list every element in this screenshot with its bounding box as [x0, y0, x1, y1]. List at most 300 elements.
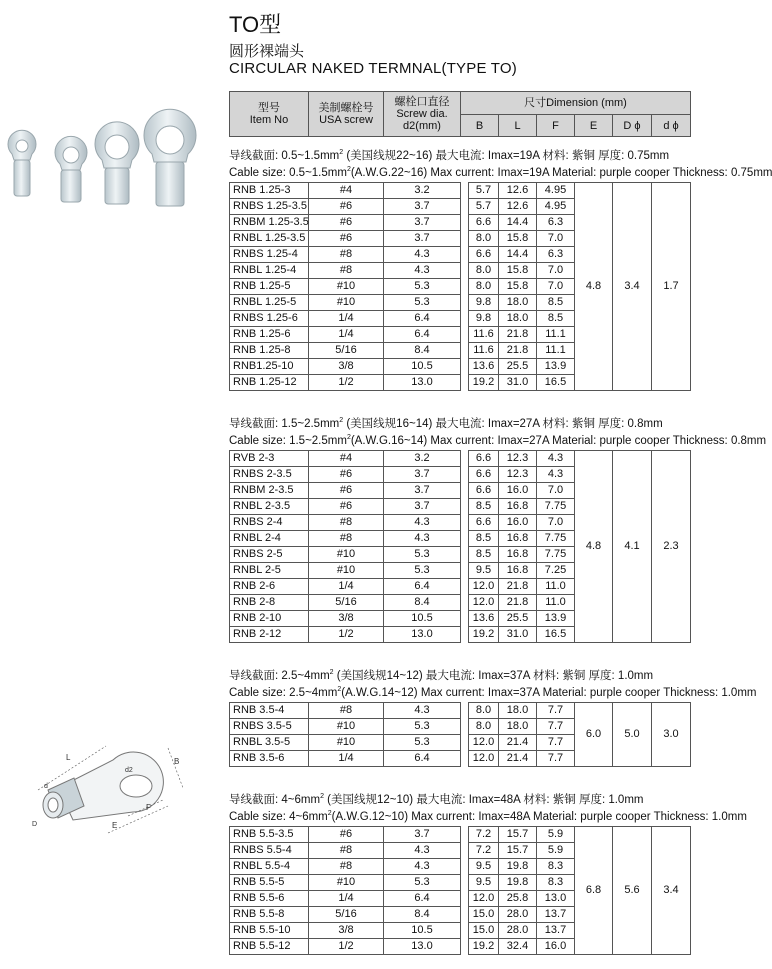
- cell-l: 16.8: [499, 498, 537, 514]
- header-screw-dia: 螺栓口直径 Screw dia. d2(mm): [384, 92, 461, 137]
- cell-gap: [461, 498, 469, 514]
- cell-gap: [461, 246, 469, 262]
- cell-gap: [461, 578, 469, 594]
- cell-f: 8.3: [537, 858, 575, 874]
- table-row: [230, 702, 691, 718]
- cell-screw-dia: 5.3: [384, 718, 461, 734]
- cell-screw-dia: 3.7: [384, 482, 461, 498]
- cell-gap: [461, 358, 469, 374]
- spec-group: [229, 666, 757, 767]
- cell-screw-dia: 3.7: [384, 214, 461, 230]
- cell-l: 18.0: [499, 718, 537, 734]
- cell-l: 15.8: [499, 262, 537, 278]
- cell-usa-screw: 3/8: [309, 922, 384, 938]
- header-l: L: [499, 115, 537, 137]
- cell-b: 8.5: [469, 498, 499, 514]
- cell-e: 4.8: [575, 450, 613, 642]
- cell-screw-dia: 5.3: [384, 874, 461, 890]
- dim-label-d: d: [44, 783, 48, 790]
- cell-screw-dia: 3.7: [384, 466, 461, 482]
- cell-gap: [461, 326, 469, 342]
- cell-b: 11.6: [469, 326, 499, 342]
- cell-b: 8.5: [469, 530, 499, 546]
- cell-f: 5.9: [537, 826, 575, 842]
- cell-gap: [461, 874, 469, 890]
- cell-b: 12.0: [469, 750, 499, 766]
- cell-screw-dia: 8.4: [384, 342, 461, 358]
- cell-usa-screw: #6: [309, 466, 384, 482]
- cell-b: 7.2: [469, 826, 499, 842]
- cell-f: 13.7: [537, 922, 575, 938]
- cell-usa-screw: 1/4: [309, 310, 384, 326]
- cell-b: 8.0: [469, 262, 499, 278]
- cell-item-no: RNB 3.5-4: [230, 702, 309, 718]
- cell-item-no: RNBS 2-4: [230, 514, 309, 530]
- ring-terminal-small: [8, 130, 36, 196]
- cable-info-english: Cable size: $2.5\sim 4mm^2(A.W.G.14\sim 12)$ Max current: Imax=37A Material: purple cooper Thickness: 1.0mm: [229, 685, 757, 699]
- cell-usa-screw: #4: [309, 182, 384, 198]
- ring-terminal-large: [95, 122, 139, 204]
- cell-screw-dia: 3.7: [384, 826, 461, 842]
- header-item-no: 型号 Item No: [230, 92, 309, 137]
- cell-f: 7.7: [537, 718, 575, 734]
- cell-gap: [461, 482, 469, 498]
- cell-small-d-phi: 3.4: [652, 826, 691, 954]
- cell-screw-dia: 3.2: [384, 450, 461, 466]
- cell-b: 12.0: [469, 594, 499, 610]
- spec-table: [229, 450, 691, 643]
- cell-f: 8.3: [537, 874, 575, 890]
- cell-l: 28.0: [499, 906, 537, 922]
- cell-small-d-phi: 1.7: [652, 182, 691, 390]
- cell-item-no: RNB 5.5-5: [230, 874, 309, 890]
- cell-f: 7.0: [537, 230, 575, 246]
- terminals-photo: [0, 110, 200, 220]
- cell-b: 6.6: [469, 450, 499, 466]
- cell-screw-dia: 4.3: [384, 262, 461, 278]
- cable-info-chinese: 导线截面: $4\sim 6mm^2$ (美国线规12~10) 最大电流: Imax=48A 材料: 紫铜 厚度: 1.0mm: [229, 793, 644, 806]
- cell-f: 7.7: [537, 702, 575, 718]
- cell-usa-screw: 5/16: [309, 342, 384, 358]
- cell-l: 21.8: [499, 326, 537, 342]
- cell-usa-screw: #10: [309, 562, 384, 578]
- cell-gap: [461, 626, 469, 642]
- cell-screw-dia: 4.3: [384, 858, 461, 874]
- spec-table: [229, 182, 691, 391]
- cell-l: 19.8: [499, 858, 537, 874]
- cell-b: 9.5: [469, 874, 499, 890]
- cell-usa-screw: 1/2: [309, 626, 384, 642]
- cell-d-phi: 3.4: [613, 182, 652, 390]
- cell-screw-dia: 13.0: [384, 938, 461, 954]
- cable-info-chinese: 导线截面: $2.5\sim 4mm^2$ (美国线规14~12) 最大电流: Imax=37A 材料: 紫铜 厚度: 1.0mm: [229, 669, 654, 682]
- cell-item-no: RNBL 1.25-3.5: [230, 230, 309, 246]
- cell-f: 11.0: [537, 594, 575, 610]
- cell-screw-dia: 5.3: [384, 546, 461, 562]
- ring-terminal-medium: [55, 136, 87, 202]
- cell-screw-dia: 5.3: [384, 562, 461, 578]
- cell-f: 16.0: [537, 938, 575, 954]
- cell-d-phi: 5.6: [613, 826, 652, 954]
- cell-item-no: RNB 2-6: [230, 578, 309, 594]
- ring-terminal-xlarge: [144, 109, 196, 206]
- cell-item-no: RNBS 2-5: [230, 546, 309, 562]
- cell-item-no: RNBL 1.25-4: [230, 262, 309, 278]
- cell-screw-dia: 6.4: [384, 326, 461, 342]
- cell-item-no: RNBM 1.25-3.5: [230, 214, 309, 230]
- cell-l: 25.5: [499, 610, 537, 626]
- cell-b: 9.8: [469, 294, 499, 310]
- cell-item-no: RNBS 3.5-5: [230, 718, 309, 734]
- cell-usa-screw: 3/8: [309, 358, 384, 374]
- cell-item-no: RNB 2-8: [230, 594, 309, 610]
- cell-usa-screw: #8: [309, 514, 384, 530]
- cell-b: 11.6: [469, 342, 499, 358]
- header-f: F: [537, 115, 575, 137]
- cell-b: 8.0: [469, 230, 499, 246]
- cell-usa-screw: 1/4: [309, 326, 384, 342]
- cell-item-no: RNB 5.5-10: [230, 922, 309, 938]
- cell-screw-dia: 6.4: [384, 750, 461, 766]
- cell-gap: [461, 530, 469, 546]
- cell-item-no: RNBL 5.5-4: [230, 858, 309, 874]
- cell-usa-screw: #6: [309, 498, 384, 514]
- cell-item-no: RNB 1.25-6: [230, 326, 309, 342]
- cell-gap: [461, 546, 469, 562]
- cell-screw-dia: 4.3: [384, 702, 461, 718]
- cell-usa-screw: #8: [309, 842, 384, 858]
- cell-l: 15.7: [499, 842, 537, 858]
- cell-gap: [461, 182, 469, 198]
- cell-item-no: RNBS 1.25-3.5: [230, 198, 309, 214]
- cell-b: 9.8: [469, 310, 499, 326]
- cell-screw-dia: 3.2: [384, 182, 461, 198]
- page-title: TO型: [229, 12, 282, 37]
- dim-label-d2: d2: [125, 767, 133, 774]
- cell-gap: [461, 938, 469, 954]
- cell-b: 12.0: [469, 890, 499, 906]
- dim-label-l: L: [66, 753, 71, 762]
- cell-f: 13.7: [537, 906, 575, 922]
- cell-screw-dia: 6.4: [384, 890, 461, 906]
- cell-gap: [461, 214, 469, 230]
- cell-gap: [461, 750, 469, 766]
- cell-l: 16.8: [499, 546, 537, 562]
- cell-b: 19.2: [469, 374, 499, 390]
- cell-b: 8.5: [469, 546, 499, 562]
- dim-label-e: E: [112, 821, 118, 830]
- cell-gap: [461, 702, 469, 718]
- cell-item-no: RNB 5.5-12: [230, 938, 309, 954]
- cell-b: 15.0: [469, 906, 499, 922]
- cell-usa-screw: #10: [309, 294, 384, 310]
- cell-l: 21.8: [499, 594, 537, 610]
- cell-usa-screw: 1/2: [309, 938, 384, 954]
- cell-item-no: RNBM 2-3.5: [230, 482, 309, 498]
- cell-f: 6.3: [537, 246, 575, 262]
- cell-f: 4.3: [537, 466, 575, 482]
- cell-l: 25.5: [499, 358, 537, 374]
- cell-usa-screw: 1/2: [309, 374, 384, 390]
- cable-info-chinese: 导线截面: $1.5\sim 2.5mm^2$ (美国线规16~14) 最大电流: Imax=27A 材料: 紫铜 厚度: 0.8mm: [229, 417, 663, 430]
- cell-usa-screw: #10: [309, 278, 384, 294]
- cell-gap: [461, 466, 469, 482]
- cell-l: 21.8: [499, 578, 537, 594]
- cell-l: 21.8: [499, 342, 537, 358]
- header-b: B: [461, 115, 499, 137]
- header-dimension: 尺寸Dimension (mm): [461, 92, 691, 115]
- cell-f: 5.9: [537, 842, 575, 858]
- cell-gap: [461, 906, 469, 922]
- cell-item-no: RNB 5.5-8: [230, 906, 309, 922]
- cell-item-no: RNB 1.25-5: [230, 278, 309, 294]
- cell-e: 4.8: [575, 182, 613, 390]
- cell-gap: [461, 294, 469, 310]
- cell-item-no: RNB 2-10: [230, 610, 309, 626]
- cell-l: 12.6: [499, 182, 537, 198]
- cell-f: 7.75: [537, 546, 575, 562]
- cell-item-no: RNB 3.5-6: [230, 750, 309, 766]
- cell-f: 7.7: [537, 750, 575, 766]
- cell-f: 4.95: [537, 182, 575, 198]
- cell-gap: [461, 826, 469, 842]
- spec-group: [229, 790, 747, 955]
- cell-screw-dia: 10.5: [384, 610, 461, 626]
- cell-b: 6.6: [469, 246, 499, 262]
- cell-b: 9.5: [469, 858, 499, 874]
- table-row: [230, 826, 691, 842]
- cell-l: 14.4: [499, 246, 537, 262]
- subtitle-english: CIRCULAR NAKED TERMNAL(TYPE TO): [229, 60, 517, 77]
- cell-l: 12.3: [499, 466, 537, 482]
- cell-f: 7.75: [537, 530, 575, 546]
- spec-table: [229, 702, 691, 767]
- cell-item-no: RNB 5.5-6: [230, 890, 309, 906]
- cell-l: 19.8: [499, 874, 537, 890]
- cell-b: 6.6: [469, 214, 499, 230]
- cell-screw-dia: 3.7: [384, 498, 461, 514]
- dim-label-b: B: [174, 757, 180, 766]
- cell-gap: [461, 922, 469, 938]
- cell-screw-dia: 10.5: [384, 922, 461, 938]
- cell-screw-dia: 5.3: [384, 294, 461, 310]
- cell-usa-screw: #10: [309, 734, 384, 750]
- cell-usa-screw: #6: [309, 230, 384, 246]
- cell-usa-screw: #8: [309, 246, 384, 262]
- cell-screw-dia: 8.4: [384, 594, 461, 610]
- cell-f: 7.0: [537, 262, 575, 278]
- cell-usa-screw: 1/4: [309, 578, 384, 594]
- cell-gap: [461, 310, 469, 326]
- cell-item-no: RNB 1.25-8: [230, 342, 309, 358]
- cell-f: 13.9: [537, 358, 575, 374]
- cell-b: 13.6: [469, 610, 499, 626]
- cell-item-no: RNBL 3.5-5: [230, 734, 309, 750]
- cell-small-d-phi: 3.0: [652, 702, 691, 766]
- header-usa-screw: 美制螺栓号 USA screw: [309, 92, 384, 137]
- cell-gap: [461, 514, 469, 530]
- cell-gap: [461, 374, 469, 390]
- cell-screw-dia: 4.3: [384, 246, 461, 262]
- cell-item-no: RNB 1.25-12: [230, 374, 309, 390]
- cell-f: 7.75: [537, 498, 575, 514]
- cell-b: 12.0: [469, 734, 499, 750]
- cell-usa-screw: #8: [309, 262, 384, 278]
- cell-d-phi: 5.0: [613, 702, 652, 766]
- cell-d-phi: 4.1: [613, 450, 652, 642]
- cell-screw-dia: 4.3: [384, 514, 461, 530]
- spec-table: [229, 826, 691, 955]
- cell-gap: [461, 278, 469, 294]
- cell-l: 21.4: [499, 750, 537, 766]
- cell-gap: [461, 262, 469, 278]
- cell-item-no: RNBS 2-3.5: [230, 466, 309, 482]
- cell-f: 11.0: [537, 578, 575, 594]
- cell-usa-screw: #4: [309, 450, 384, 466]
- cell-screw-dia: 10.5: [384, 358, 461, 374]
- cell-b: 19.2: [469, 938, 499, 954]
- cell-screw-dia: 5.3: [384, 278, 461, 294]
- cell-screw-dia: 8.4: [384, 906, 461, 922]
- cell-l: 31.0: [499, 626, 537, 642]
- cell-item-no: RNBL 2-3.5: [230, 498, 309, 514]
- cell-b: 7.2: [469, 842, 499, 858]
- table-row: [230, 182, 691, 198]
- cell-usa-screw: #6: [309, 482, 384, 498]
- cell-usa-screw: #10: [309, 874, 384, 890]
- cell-gap: [461, 890, 469, 906]
- cell-l: 15.8: [499, 230, 537, 246]
- cell-usa-screw: #10: [309, 718, 384, 734]
- cell-usa-screw: 5/16: [309, 906, 384, 922]
- cell-b: 12.0: [469, 578, 499, 594]
- cell-gap: [461, 230, 469, 246]
- subtitle-chinese: 圆形裸端头: [229, 42, 305, 60]
- cell-l: 31.0: [499, 374, 537, 390]
- cell-item-no: RNBL 2-4: [230, 530, 309, 546]
- cell-item-no: RNB 5.5-3.5: [230, 826, 309, 842]
- cell-f: 13.0: [537, 890, 575, 906]
- header-d-phi: D ϕ: [613, 115, 652, 137]
- cell-item-no: RNBS 1.25-6: [230, 310, 309, 326]
- cell-e: 6.8: [575, 826, 613, 954]
- cell-l: 14.4: [499, 214, 537, 230]
- cell-b: 6.6: [469, 466, 499, 482]
- cell-f: 6.3: [537, 214, 575, 230]
- cell-usa-screw: #6: [309, 214, 384, 230]
- cell-f: 7.7: [537, 734, 575, 750]
- spec-header: [229, 91, 690, 137]
- cell-b: 8.0: [469, 702, 499, 718]
- cell-screw-dia: 6.4: [384, 578, 461, 594]
- dimension-diagram: [18, 728, 203, 843]
- cell-f: 8.5: [537, 310, 575, 326]
- cell-l: 12.3: [499, 450, 537, 466]
- cell-f: 7.0: [537, 482, 575, 498]
- cell-gap: [461, 562, 469, 578]
- cell-f: 7.25: [537, 562, 575, 578]
- cell-b: 6.6: [469, 482, 499, 498]
- cell-f: 4.95: [537, 198, 575, 214]
- cell-gap: [461, 450, 469, 466]
- cell-l: 25.8: [499, 890, 537, 906]
- cell-l: 28.0: [499, 922, 537, 938]
- cell-f: 11.1: [537, 326, 575, 342]
- cable-info-english: Cable size: $4\sim 6mm^2(A.W.G.12\sim 10)$ Max current: Imax=48A Material: purple cooper Thickness: 1.0mm: [229, 809, 747, 823]
- cell-gap: [461, 858, 469, 874]
- header-small-d-phi: d ϕ: [652, 115, 691, 137]
- cable-info-english: Cable size: $0.5\sim 1.5mm^2(A.W.G.22\sim 16)$ Max current: Imax=19A Material: purple cooper Thickness: 0.75mm: [229, 165, 772, 179]
- cell-l: 18.0: [499, 294, 537, 310]
- cell-l: 16.0: [499, 482, 537, 498]
- header-e: E: [575, 115, 613, 137]
- cell-usa-screw: 3/8: [309, 610, 384, 626]
- cell-l: 21.4: [499, 734, 537, 750]
- cell-b: 19.2: [469, 626, 499, 642]
- cell-l: 18.0: [499, 702, 537, 718]
- spec-group: [229, 146, 772, 391]
- cell-usa-screw: #10: [309, 546, 384, 562]
- cell-screw-dia: 4.3: [384, 530, 461, 546]
- cell-usa-screw: #8: [309, 530, 384, 546]
- cell-gap: [461, 734, 469, 750]
- cell-b: 5.7: [469, 198, 499, 214]
- cell-b: 8.0: [469, 278, 499, 294]
- cell-l: 15.8: [499, 278, 537, 294]
- cell-screw-dia: 5.3: [384, 734, 461, 750]
- cell-screw-dia: 3.7: [384, 198, 461, 214]
- cell-gap: [461, 842, 469, 858]
- cell-l: 18.0: [499, 310, 537, 326]
- cable-info-english: Cable size: $1.5\sim 2.5mm^2(A.W.G.16\sim 14)$ Max current: Imax=27A Material: purple cooper Thickness: 0.8mm: [229, 433, 767, 447]
- cell-usa-screw: #6: [309, 198, 384, 214]
- cell-l: 16.8: [499, 530, 537, 546]
- cell-gap: [461, 718, 469, 734]
- cell-b: 15.0: [469, 922, 499, 938]
- cell-l: 32.4: [499, 938, 537, 954]
- cell-f: 8.5: [537, 294, 575, 310]
- cell-small-d-phi: 2.3: [652, 450, 691, 642]
- spec-group: [229, 414, 767, 643]
- cell-f: 16.5: [537, 626, 575, 642]
- cell-item-no: RNBL 2-5: [230, 562, 309, 578]
- dim-label-f: F: [146, 803, 151, 812]
- cell-item-no: RNB 1.25-3: [230, 182, 309, 198]
- cell-screw-dia: 3.7: [384, 230, 461, 246]
- cable-info-chinese: 导线截面: $0.5\sim 1.5mm^2$ (美国线规22~16) 最大电流: Imax=19A 材料: 紫铜 厚度: 0.75mm: [229, 149, 670, 162]
- cell-item-no: RNBL 1.25-5: [230, 294, 309, 310]
- cell-b: 5.7: [469, 182, 499, 198]
- cell-usa-screw: 5/16: [309, 594, 384, 610]
- cell-f: 7.0: [537, 514, 575, 530]
- cell-usa-screw: #6: [309, 826, 384, 842]
- cell-usa-screw: 1/4: [309, 890, 384, 906]
- cell-gap: [461, 198, 469, 214]
- cell-f: 13.9: [537, 610, 575, 626]
- cell-e: 6.0: [575, 702, 613, 766]
- cell-f: 16.5: [537, 374, 575, 390]
- cell-item-no: RNB 2-12: [230, 626, 309, 642]
- cell-b: 13.6: [469, 358, 499, 374]
- cell-f: 11.1: [537, 342, 575, 358]
- table-row: [230, 450, 691, 466]
- dim-label-dp: D: [32, 821, 38, 828]
- cell-item-no: RVB 2-3: [230, 450, 309, 466]
- cell-gap: [461, 594, 469, 610]
- cell-screw-dia: 6.4: [384, 310, 461, 326]
- cell-item-no: RNB1.25-10: [230, 358, 309, 374]
- cell-b: 8.0: [469, 718, 499, 734]
